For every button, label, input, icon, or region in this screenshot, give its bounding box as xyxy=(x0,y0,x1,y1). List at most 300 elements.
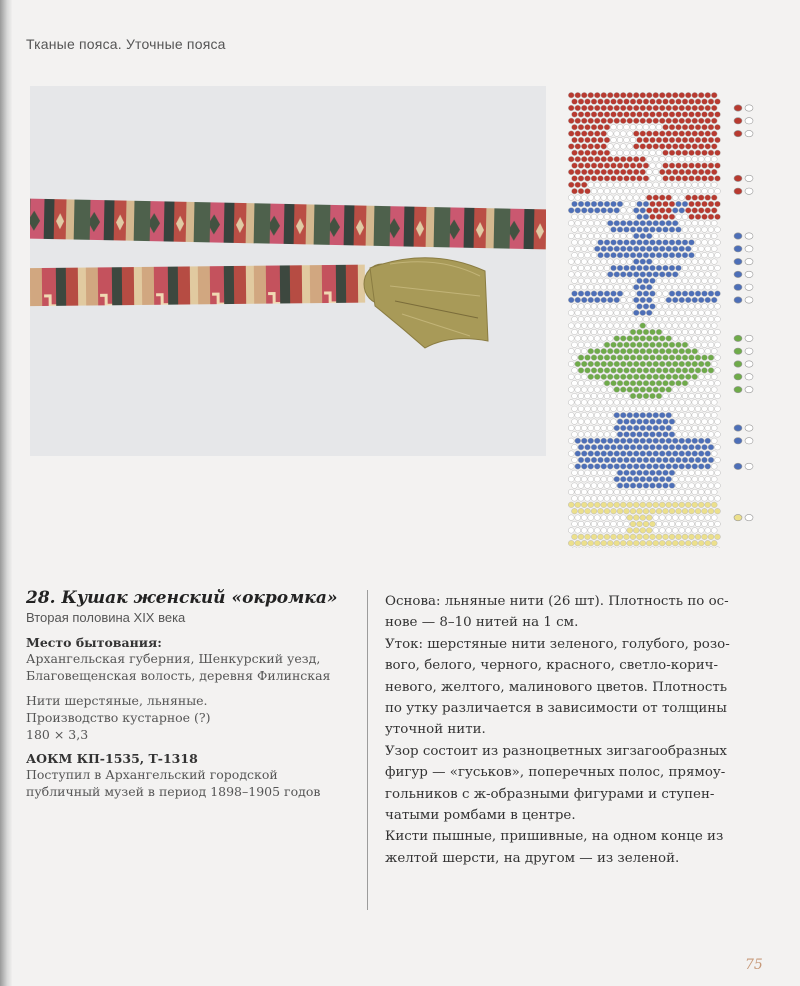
pattern-cell xyxy=(578,380,584,386)
pattern-cell xyxy=(568,182,574,188)
pattern-cell xyxy=(588,348,594,354)
pattern-cell xyxy=(656,419,662,425)
provenance-line: публичный музей в период 1898–1905 годов xyxy=(26,784,321,799)
pattern-cell xyxy=(611,188,617,194)
pattern-cell xyxy=(604,150,610,156)
pattern-cell xyxy=(653,489,659,495)
pattern-cell xyxy=(585,176,591,182)
pattern-cell xyxy=(646,272,652,278)
pattern-cell xyxy=(568,387,574,393)
pattern-cell xyxy=(640,374,646,380)
pattern-cell xyxy=(676,483,682,489)
pattern-cell xyxy=(637,99,643,105)
pattern-cell xyxy=(659,131,665,137)
pattern-cell xyxy=(627,374,633,380)
pattern-cell xyxy=(637,137,643,143)
pattern-cell xyxy=(637,470,643,476)
desc-line: вого, белого, черного, красного, светло-корич- xyxy=(385,658,719,674)
pattern-cell xyxy=(676,355,682,361)
pattern-cell xyxy=(611,496,617,502)
pattern-cell xyxy=(682,291,688,297)
pattern-cell xyxy=(692,310,698,316)
pattern-cell xyxy=(633,515,639,521)
pattern-cell xyxy=(685,259,691,265)
pattern-cell xyxy=(578,521,584,527)
pattern-cell xyxy=(611,406,617,412)
pattern-cell xyxy=(601,348,607,354)
pattern-cell xyxy=(682,176,688,182)
pattern-cell xyxy=(588,118,594,124)
pattern-cell xyxy=(689,342,695,348)
pattern-cell xyxy=(659,105,665,111)
pattern-cell xyxy=(607,476,613,482)
pattern-cell xyxy=(640,144,646,150)
pattern-cell xyxy=(601,400,607,406)
pattern-cell xyxy=(643,496,649,502)
pattern-cell xyxy=(620,451,626,457)
pattern-cell xyxy=(676,393,682,399)
pattern-cell xyxy=(601,464,607,470)
pattern-cell xyxy=(695,201,701,207)
pattern-cell xyxy=(711,387,717,393)
pattern-cell xyxy=(617,304,623,310)
pattern-cell xyxy=(679,297,685,303)
pattern-cell xyxy=(650,316,656,322)
pattern-cell xyxy=(598,265,604,271)
pattern-cell xyxy=(643,406,649,412)
pattern-cell xyxy=(695,265,701,271)
pattern-cell xyxy=(578,240,584,246)
pattern-cell xyxy=(685,284,691,290)
pattern-cell xyxy=(708,457,714,463)
pattern-cell xyxy=(656,112,662,118)
pattern-cell xyxy=(689,252,695,258)
pattern-cell xyxy=(672,310,678,316)
pattern-cell xyxy=(620,476,626,482)
pattern-cell xyxy=(676,380,682,386)
pattern-cell xyxy=(666,425,672,431)
pattern-cell xyxy=(633,284,639,290)
pattern-cell xyxy=(611,508,617,514)
pattern-cell xyxy=(672,502,678,508)
pattern-cell xyxy=(659,540,665,546)
pattern-cell xyxy=(614,336,620,342)
pattern-cell xyxy=(633,528,639,534)
pattern-cell xyxy=(705,323,711,329)
pattern-cell xyxy=(650,329,656,335)
pattern-cell xyxy=(676,508,682,514)
pattern-cell xyxy=(676,521,682,527)
pattern-cell xyxy=(607,156,613,162)
pattern-cell xyxy=(611,316,617,322)
pattern-cell xyxy=(601,144,607,150)
pattern-cell xyxy=(666,515,672,521)
pattern-cell xyxy=(685,387,691,393)
pattern-cell xyxy=(663,240,669,246)
pattern-cell xyxy=(702,483,708,489)
pattern-cell xyxy=(705,387,711,393)
bobbin-marker xyxy=(745,297,753,303)
pattern-cell xyxy=(685,220,691,226)
pattern-cell xyxy=(594,208,600,214)
pattern-cell xyxy=(669,342,675,348)
pattern-cell xyxy=(679,144,685,150)
pattern-cell xyxy=(650,163,656,169)
pattern-cell xyxy=(604,432,610,438)
pattern-cell xyxy=(672,284,678,290)
pattern-cell xyxy=(679,348,685,354)
pattern-cell xyxy=(689,291,695,297)
pattern-cell xyxy=(715,150,721,156)
pattern-cell xyxy=(568,208,574,214)
pattern-cell xyxy=(607,464,613,470)
pattern-cell xyxy=(669,201,675,207)
pattern-cell xyxy=(601,528,607,534)
pattern-cell xyxy=(594,476,600,482)
pattern-cell xyxy=(698,400,704,406)
pattern-cell xyxy=(578,547,584,548)
pattern-cell xyxy=(679,451,685,457)
pattern-cell xyxy=(679,92,685,98)
pattern-cell xyxy=(633,323,639,329)
pattern-cell xyxy=(588,272,594,278)
pattern-cell xyxy=(702,393,708,399)
desc-line: Основа: льняные нити (26 шт). Плотность по ос- xyxy=(385,594,729,609)
pattern-cell xyxy=(617,214,623,220)
dimensions: 180 × 3,3 xyxy=(26,727,89,742)
pattern-cell xyxy=(656,483,662,489)
pattern-cell xyxy=(578,252,584,258)
pattern-cell xyxy=(653,182,659,188)
pattern-cell xyxy=(568,438,574,444)
pattern-cell xyxy=(666,489,672,495)
pattern-cell xyxy=(627,438,633,444)
pattern-cell xyxy=(578,304,584,310)
pattern-cell xyxy=(711,502,717,508)
pattern-cell xyxy=(614,489,620,495)
pattern-cell xyxy=(578,291,584,297)
pattern-cell xyxy=(581,272,587,278)
pattern-cell xyxy=(695,393,701,399)
pattern-cell xyxy=(672,489,678,495)
pattern-cell xyxy=(708,176,714,182)
pattern-cell xyxy=(659,528,665,534)
pattern-cell xyxy=(679,131,685,137)
pattern-cell xyxy=(672,182,678,188)
pattern-cell xyxy=(698,118,704,124)
pattern-cell xyxy=(666,297,672,303)
pattern-cell xyxy=(591,316,597,322)
pattern-cell xyxy=(650,240,656,246)
pattern-cell xyxy=(594,528,600,534)
pattern-cell xyxy=(679,195,685,201)
pattern-cell xyxy=(598,150,604,156)
pattern-cell xyxy=(656,124,662,130)
pattern-cell xyxy=(698,259,704,265)
pattern-cell xyxy=(656,214,662,220)
pattern-cell xyxy=(646,515,652,521)
pattern-cell xyxy=(682,329,688,335)
pattern-cell xyxy=(666,528,672,534)
pattern-cell xyxy=(620,144,626,150)
pattern-cell xyxy=(572,227,578,233)
pattern-cell xyxy=(581,540,587,546)
pattern-cell xyxy=(581,412,587,418)
pattern-cell xyxy=(627,92,633,98)
place-block xyxy=(26,635,356,684)
pattern-cell xyxy=(679,105,685,111)
pattern-cell xyxy=(715,124,721,130)
pattern-cell xyxy=(604,496,610,502)
pattern-cell xyxy=(591,521,597,527)
pattern-cell xyxy=(640,220,646,226)
pattern-cell xyxy=(715,265,721,271)
pattern-cell xyxy=(627,259,633,265)
pattern-cell xyxy=(581,400,587,406)
pattern-cell xyxy=(715,252,721,258)
pattern-cell xyxy=(659,297,665,303)
pattern-cell xyxy=(617,393,623,399)
pattern-cell xyxy=(643,508,649,514)
pattern-cell xyxy=(581,476,587,482)
pattern-cell xyxy=(640,451,646,457)
pattern-cell xyxy=(607,105,613,111)
pattern-cell xyxy=(581,156,587,162)
pattern-cell xyxy=(711,131,717,137)
pattern-cell xyxy=(705,233,711,239)
pattern-cell xyxy=(633,387,639,393)
pattern-cell xyxy=(630,432,636,438)
pattern-cell xyxy=(575,297,581,303)
pattern-cell xyxy=(607,374,613,380)
pattern-cell xyxy=(607,233,613,239)
pattern-cell xyxy=(692,105,698,111)
pattern-cell xyxy=(620,131,626,137)
pattern-cell xyxy=(663,406,669,412)
pattern-cell xyxy=(640,515,646,521)
pattern-cell xyxy=(702,496,708,502)
pattern-cell xyxy=(659,489,665,495)
pattern-cell xyxy=(581,233,587,239)
pattern-cell xyxy=(711,412,717,418)
pattern-cell xyxy=(650,176,656,182)
pattern-cell xyxy=(685,246,691,252)
pattern-cell xyxy=(679,400,685,406)
pattern-cell xyxy=(656,163,662,169)
pattern-cell xyxy=(614,272,620,278)
pattern-cell xyxy=(575,464,581,470)
pattern-cell xyxy=(705,259,711,265)
desc-line: Кисти пышные, пришивные, на одном конце из xyxy=(385,829,724,845)
pattern-cell xyxy=(591,534,597,540)
pattern-cell xyxy=(715,380,721,386)
pattern-cell xyxy=(588,323,594,329)
pattern-cell xyxy=(711,182,717,188)
pattern-cell xyxy=(620,156,626,162)
pattern-cell xyxy=(715,393,721,399)
pattern-cell xyxy=(604,252,610,258)
pattern-cell xyxy=(601,92,607,98)
pattern-cell xyxy=(689,432,695,438)
running-head: Тканые пояса. Уточные пояса xyxy=(26,36,226,52)
pattern-cell xyxy=(650,342,656,348)
belt-photograph xyxy=(30,86,546,456)
pattern-cell xyxy=(698,374,704,380)
pattern-cell xyxy=(620,361,626,367)
pattern-cell xyxy=(711,297,717,303)
pattern-cell xyxy=(682,150,688,156)
pattern-cell xyxy=(624,201,630,207)
pattern-cell xyxy=(591,291,597,297)
bobbin-marker xyxy=(734,175,742,181)
pattern-cell xyxy=(614,246,620,252)
desc-line: нове — 8–10 нитей на 1 см. xyxy=(385,615,579,631)
pattern-cell xyxy=(669,265,675,271)
pattern-cell xyxy=(640,195,646,201)
pattern-cell xyxy=(659,323,665,329)
pattern-cell xyxy=(669,291,675,297)
pattern-cell xyxy=(624,355,630,361)
pattern-cell xyxy=(620,464,626,470)
pattern-cell xyxy=(698,515,704,521)
pattern-cell xyxy=(715,547,721,548)
pattern-cell xyxy=(594,464,600,470)
pattern-cell xyxy=(698,489,704,495)
pattern-cell xyxy=(611,304,617,310)
pattern-cell xyxy=(640,182,646,188)
pattern-cell xyxy=(646,284,652,290)
pattern-cell xyxy=(568,464,574,470)
pattern-cell xyxy=(685,169,691,175)
pattern-cell xyxy=(575,105,581,111)
pattern-cell xyxy=(685,528,691,534)
pattern-cell xyxy=(666,348,672,354)
pattern-cell xyxy=(637,124,643,130)
pattern-cell xyxy=(702,163,708,169)
pattern-cell xyxy=(578,368,584,374)
pattern-cell xyxy=(607,118,613,124)
pattern-cell xyxy=(585,201,591,207)
pattern-cell xyxy=(679,425,685,431)
pattern-cell xyxy=(588,156,594,162)
pattern-cell xyxy=(695,508,701,514)
pattern-cell xyxy=(591,176,597,182)
pattern-cell xyxy=(594,489,600,495)
pattern-cell xyxy=(666,169,672,175)
pattern-cell xyxy=(572,137,578,143)
pattern-cell xyxy=(594,246,600,252)
pattern-cell xyxy=(637,521,643,527)
pattern-cell xyxy=(620,323,626,329)
pattern-cell xyxy=(637,534,643,540)
pattern-cell xyxy=(672,540,678,546)
pattern-cell xyxy=(666,131,672,137)
pattern-cell xyxy=(601,515,607,521)
pattern-cell xyxy=(637,547,643,548)
pattern-cell xyxy=(695,150,701,156)
pattern-cell xyxy=(650,444,656,450)
catalog-entry xyxy=(26,588,356,808)
pattern-cell xyxy=(588,284,594,290)
pattern-cell xyxy=(568,105,574,111)
pattern-cell xyxy=(581,323,587,329)
pattern-cell xyxy=(672,131,678,137)
pattern-cell xyxy=(633,489,639,495)
pattern-cell xyxy=(594,323,600,329)
bobbin-marker xyxy=(734,258,742,264)
pattern-cell xyxy=(676,304,682,310)
pattern-cell xyxy=(598,508,604,514)
pattern-cell xyxy=(643,112,649,118)
pattern-cell xyxy=(633,400,639,406)
pattern-cell xyxy=(702,124,708,130)
pattern-cell xyxy=(669,380,675,386)
pattern-cell xyxy=(669,483,675,489)
pattern-cell xyxy=(627,284,633,290)
pattern-cell xyxy=(650,393,656,399)
pattern-cell xyxy=(643,201,649,207)
pattern-cell xyxy=(708,329,714,335)
pattern-cell xyxy=(601,259,607,265)
pattern-cell xyxy=(715,419,721,425)
pattern-cell xyxy=(630,547,636,548)
pattern-cell xyxy=(604,265,610,271)
pattern-cell xyxy=(617,176,623,182)
pattern-cell xyxy=(705,310,711,316)
pattern-cell xyxy=(708,188,714,194)
pattern-cell xyxy=(646,502,652,508)
pattern-cell xyxy=(598,214,604,220)
pattern-cell xyxy=(611,137,617,143)
pattern-cell xyxy=(650,547,656,548)
pattern-cell xyxy=(614,131,620,137)
pattern-cell xyxy=(682,496,688,502)
pattern-cell xyxy=(685,131,691,137)
pattern-cell xyxy=(637,496,643,502)
pattern-cell xyxy=(627,182,633,188)
pattern-cell xyxy=(698,284,704,290)
pattern-cell xyxy=(604,214,610,220)
pattern-cell xyxy=(578,534,584,540)
pattern-cell xyxy=(578,99,584,105)
pattern-cell xyxy=(591,214,597,220)
pattern-cell xyxy=(601,323,607,329)
pattern-cell xyxy=(666,451,672,457)
pattern-cell xyxy=(708,521,714,527)
pattern-cell xyxy=(711,438,717,444)
pattern-cell xyxy=(711,464,717,470)
pattern-cell xyxy=(601,540,607,546)
pattern-cell xyxy=(663,214,669,220)
pattern-cell xyxy=(591,265,597,271)
pattern-cell xyxy=(669,470,675,476)
pattern-cell xyxy=(702,342,708,348)
pattern-cell xyxy=(653,272,659,278)
pattern-cell xyxy=(715,470,721,476)
pattern-cell xyxy=(585,496,591,502)
pattern-cell xyxy=(643,99,649,105)
pattern-cell xyxy=(711,92,717,98)
pattern-cell xyxy=(663,201,669,207)
pattern-cell xyxy=(614,412,620,418)
pattern-cell xyxy=(630,176,636,182)
pattern-cell xyxy=(578,483,584,489)
pattern-cell xyxy=(601,502,607,508)
pattern-cell xyxy=(653,374,659,380)
pattern-cell xyxy=(715,99,721,105)
pattern-cell xyxy=(695,278,701,284)
pattern-cell xyxy=(620,502,626,508)
